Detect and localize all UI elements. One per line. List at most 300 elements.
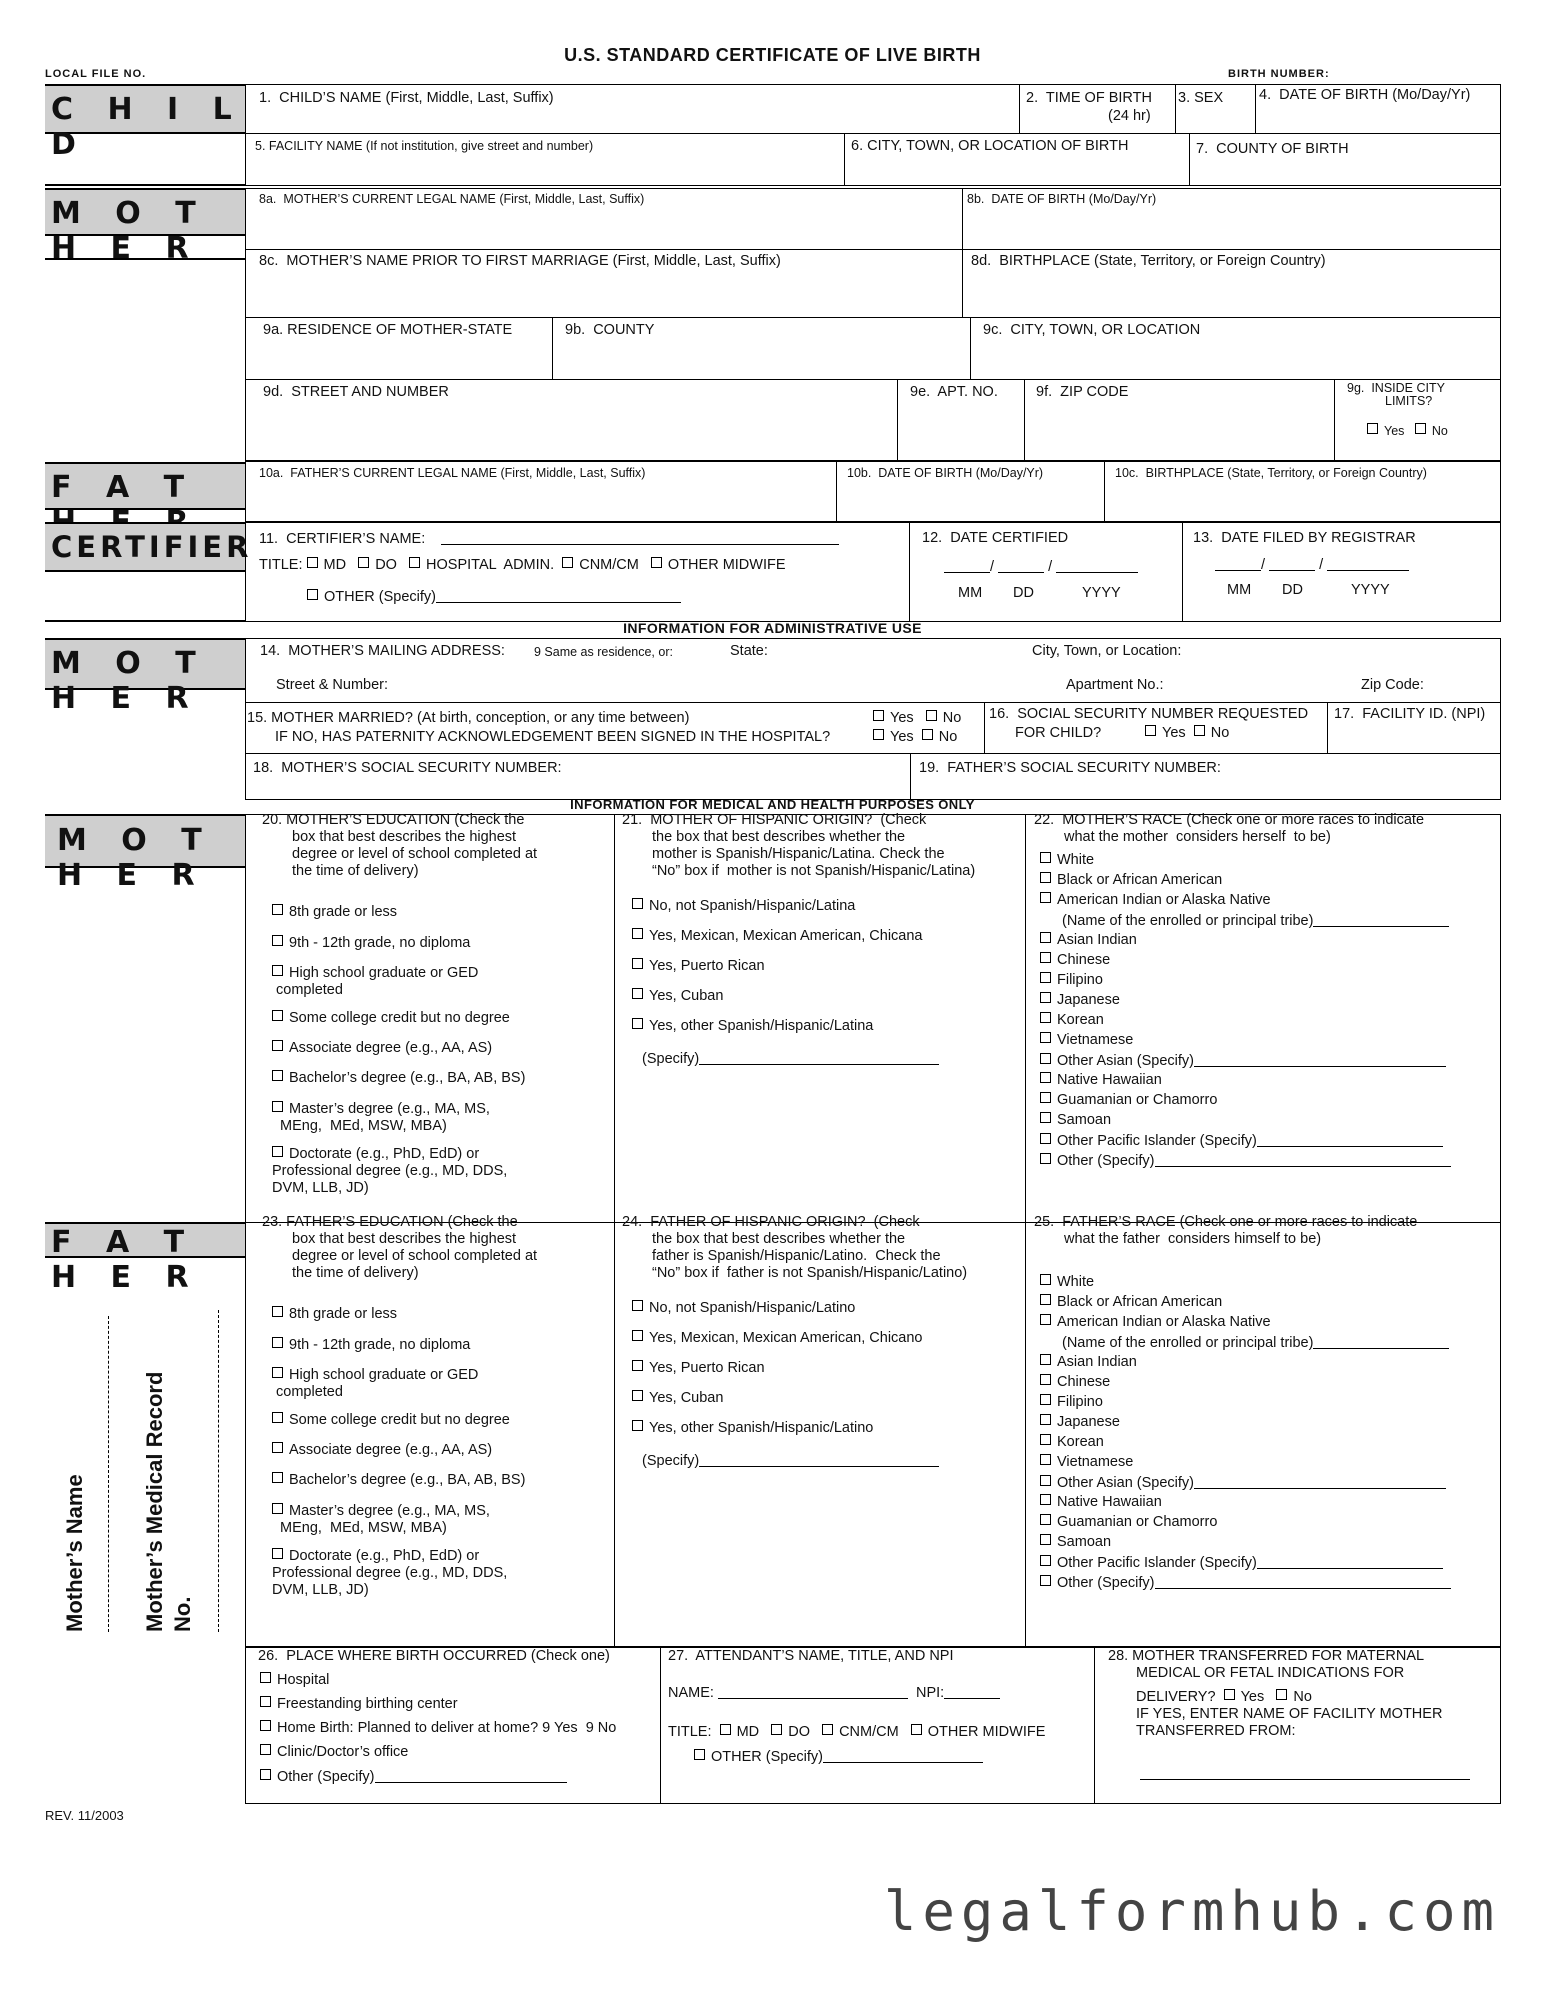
- father-race-option-4-checkbox[interactable]: [1040, 1374, 1051, 1385]
- transfer-label-2: MEDICAL OR FETAL INDICATIONS FOR: [1136, 1665, 1405, 1681]
- mother-edu-option-2-checkbox[interactable]: [272, 965, 283, 976]
- transfer-label-5: TRANSFERRED FROM:: [1136, 1723, 1296, 1739]
- attendant-midwife-checkbox[interactable]: [911, 1724, 922, 1735]
- paternity-options: [873, 729, 957, 746]
- mother-race-option-2: [1040, 892, 1271, 909]
- certifier-title-label: TITLE:: [259, 557, 303, 573]
- father-race-option-2-checkbox[interactable]: [1040, 1314, 1051, 1325]
- bottom-divider-1: [660, 1646, 661, 1804]
- section-mother-admin: [45, 638, 245, 716]
- mother-heading-1: the box that best describes whether the: [652, 829, 906, 845]
- yes-label: Yes: [890, 710, 914, 726]
- no-label: No: [1431, 424, 1448, 438]
- side-mothers-name-line[interactable]: [108, 1316, 109, 1632]
- md-label: MD: [736, 1724, 760, 1740]
- mother-race-option-13-checkbox[interactable]: [1040, 1133, 1051, 1144]
- mother-hispanic-specify: [642, 1050, 939, 1068]
- father-race-option-8: [1040, 1454, 1133, 1471]
- mother-race-specify-input-13[interactable]: [1257, 1132, 1443, 1147]
- section-father: [45, 462, 245, 510]
- mother-race-option-10-checkbox[interactable]: [1040, 1072, 1051, 1083]
- date-filed-dd-input[interactable]: [1269, 556, 1315, 571]
- sex-field[interactable]: [1176, 84, 1256, 134]
- mother-edu-option-5-label: Bachelor’s degree (e.g., BA, AB, BS): [289, 1070, 526, 1086]
- father-race-option-5: [1040, 1394, 1103, 1411]
- mother-race-option-0: [1040, 852, 1094, 869]
- mother-race-option-13-label: Other Pacific Islander (Specify): [1057, 1133, 1257, 1149]
- father-race-option-4-label: Chinese: [1057, 1374, 1111, 1390]
- place-hospital-checkbox[interactable]: [260, 1672, 271, 1683]
- section-mother-spacer: [45, 236, 245, 260]
- mother-race-option-5-checkbox[interactable]: [1040, 972, 1051, 983]
- married-no-checkbox[interactable]: [926, 710, 937, 721]
- place-other-checkbox[interactable]: [260, 1769, 271, 1780]
- mother-edu-option-1-checkbox[interactable]: [272, 935, 283, 946]
- time-of-birth-field[interactable]: [1020, 84, 1176, 134]
- mother-edu-option-4: [272, 1040, 492, 1057]
- mother-hispanic-option-1-checkbox[interactable]: [632, 928, 643, 939]
- mother-race-option-11-label: Guamanian or Chamorro: [1057, 1092, 1218, 1108]
- mother-heading-0: 21. MOTHER OF HISPANIC ORIGIN? (Check: [622, 812, 927, 828]
- mother-legal-name-field[interactable]: [245, 188, 963, 250]
- father-birthplace-label: 10c. BIRTHPLACE (State, Territory, or Foreign Country): [1115, 466, 1427, 480]
- transfer-no-checkbox[interactable]: [1276, 1689, 1287, 1700]
- father-race-option-9-checkbox[interactable]: [1040, 1475, 1051, 1486]
- paternity-yes-checkbox[interactable]: [873, 729, 884, 740]
- attendant-do-checkbox[interactable]: [771, 1724, 782, 1735]
- transfer-label-1: 28. MOTHER TRANSFERRED FOR MATERNAL: [1108, 1648, 1425, 1664]
- father-dob-field[interactable]: [837, 460, 1105, 522]
- father-edu-option-1-checkbox[interactable]: [272, 1337, 283, 1348]
- residence-street-field[interactable]: [245, 380, 898, 462]
- medical-banner: INFORMATION FOR MEDICAL AND HEALTH PURPOSES ONLY: [570, 797, 975, 812]
- father-race-option-11-label: Guamanian or Chamorro: [1057, 1514, 1218, 1530]
- father-hispanic-option-0-label: No, not Spanish/Hispanic/Latino: [649, 1300, 856, 1316]
- mother-hispanic-option-0-label: No, not Spanish/Hispanic/Latina: [649, 898, 856, 914]
- child-name-field[interactable]: [245, 84, 1020, 134]
- certifier-cnm-checkbox[interactable]: [562, 557, 573, 568]
- father-hispanic-option-2-checkbox[interactable]: [632, 1360, 643, 1371]
- no-label: No: [1293, 1689, 1312, 1705]
- mother-race-option-13: [1040, 1132, 1443, 1150]
- certifier-md-checkbox[interactable]: [307, 557, 318, 568]
- do-label: DO: [375, 557, 397, 573]
- mother-race-option-6: [1040, 992, 1120, 1009]
- child-dob-label: 4. DATE OF BIRTH (Mo/Day/Yr): [1259, 87, 1471, 103]
- father-hispanic-specify-input[interactable]: [699, 1452, 939, 1467]
- mother-edu-option-7-label: Doctorate (e.g., PhD, EdD) or Professional degree (e.g., MD, DDS, DVM, LLB, JD): [272, 1146, 508, 1196]
- certifier-hospital-admin-checkbox[interactable]: [409, 557, 420, 568]
- father-hispanic-option-1: [632, 1330, 922, 1347]
- father-heading-0: 25. FATHER’S RACE (Check one or more races to indicate: [1034, 1214, 1418, 1230]
- date-filed-yyyy-input[interactable]: [1327, 556, 1409, 571]
- date-filed-mm-input[interactable]: [1215, 556, 1261, 571]
- father-race-option-0: [1040, 1274, 1094, 1291]
- attendant-name-input[interactable]: [718, 1684, 908, 1699]
- certifier-name-input[interactable]: [441, 530, 839, 545]
- section-father-medical-label: F A T H E R: [51, 1225, 201, 1295]
- father-race-option-5-label: Filipino: [1057, 1394, 1103, 1410]
- father-race-option-0-label: White: [1057, 1274, 1095, 1290]
- side-medical-record-line[interactable]: [218, 1310, 219, 1632]
- certifier-do-checkbox[interactable]: [358, 557, 369, 568]
- father-race-option-3-checkbox[interactable]: [1040, 1354, 1051, 1365]
- certifier-name-label: [259, 530, 839, 548]
- yes-label: Yes: [1384, 424, 1405, 438]
- mother-race-option-0-label: White: [1057, 852, 1095, 868]
- father-race-option-10-checkbox[interactable]: [1040, 1494, 1051, 1505]
- date-certified-field[interactable]: [910, 522, 1183, 622]
- father-race-option-3: [1040, 1354, 1137, 1371]
- mother-edu-option-3-checkbox[interactable]: [272, 1010, 283, 1021]
- mother-race-option-4-checkbox[interactable]: [1040, 952, 1051, 963]
- city-limits-yes-checkbox[interactable]: [1367, 423, 1378, 434]
- father-race-specify-input-14[interactable]: [1155, 1574, 1451, 1589]
- mother-tribe-input[interactable]: [1313, 912, 1449, 927]
- certifier-other-input[interactable]: [436, 588, 681, 603]
- mother-edu-option-1-label: 9th - 12th grade, no diploma: [289, 935, 471, 951]
- father-race-option-0-checkbox[interactable]: [1040, 1274, 1051, 1285]
- side-medical-record-no: No.: [170, 1596, 195, 1632]
- mother-race-option-8-checkbox[interactable]: [1040, 1032, 1051, 1043]
- father-edu-option-3-checkbox[interactable]: [272, 1412, 283, 1423]
- date-certified-mm-input[interactable]: [944, 558, 990, 573]
- section-father-medical: [45, 1222, 245, 1295]
- mother-hispanic-specify-label: (Specify): [642, 1051, 700, 1067]
- attendant-npi-text: NPI:: [916, 1685, 945, 1701]
- father-hispanic-option-4: [632, 1420, 873, 1437]
- mother-edu-option-6-label: Master’s degree (e.g., MA, MS, MEng, MEd, MSW, MBA): [280, 1101, 490, 1134]
- certifier-midwife-checkbox[interactable]: [651, 557, 662, 568]
- married-yes-checkbox[interactable]: [873, 710, 884, 721]
- father-tribe-label: (Name of the enrolled or principal tribe): [1062, 1335, 1314, 1351]
- father-hispanic-option-2-label: Yes, Puerto Rican: [649, 1360, 765, 1376]
- date-filed-field[interactable]: [1183, 522, 1501, 622]
- father-race-option-12: [1040, 1534, 1111, 1551]
- father-race-option-14: [1040, 1574, 1451, 1592]
- mother-edu-option-4-checkbox[interactable]: [272, 1040, 283, 1051]
- father-edu-option-7: [272, 1548, 507, 1599]
- father-race-option-1-checkbox[interactable]: [1040, 1294, 1051, 1305]
- attendant-label: 27. ATTENDANT’S NAME, TITLE, AND NPI: [668, 1648, 954, 1664]
- mother-hispanic-option-2-checkbox[interactable]: [632, 958, 643, 969]
- attendant-npi-input[interactable]: [944, 1684, 1000, 1699]
- mother-race-option-4: [1040, 952, 1110, 969]
- father-race-option-4: [1040, 1374, 1110, 1391]
- date-certified-dd: DD: [1013, 585, 1034, 601]
- section-child-label: C H I L D: [51, 92, 244, 162]
- mother-edu-option-6-checkbox[interactable]: [272, 1101, 283, 1112]
- mother-race-option-3-checkbox[interactable]: [1040, 932, 1051, 943]
- md-label: MD: [323, 557, 347, 573]
- place-other-input[interactable]: [375, 1768, 567, 1783]
- father-edu-option-0-label: 8th grade or less: [289, 1306, 398, 1322]
- father-edu-option-0-checkbox[interactable]: [272, 1306, 283, 1317]
- mother-race-option-12-label: Samoan: [1057, 1112, 1112, 1128]
- midwife-label: OTHER MIDWIFE: [927, 1724, 1046, 1740]
- inside-city-limits-options: [1367, 423, 1448, 440]
- mother-hispanic-option-4-label: Yes, other Spanish/Hispanic/Latina: [649, 1018, 874, 1034]
- father-race-option-12-checkbox[interactable]: [1040, 1534, 1051, 1545]
- father-edu-option-0: [272, 1306, 397, 1323]
- father-race-option-10: [1040, 1494, 1162, 1511]
- mother-race-option-2-label: American Indian or Alaska Native: [1057, 892, 1271, 908]
- residence-zip-label: 9f. ZIP CODE: [1036, 384, 1129, 400]
- mother-race-option-8: [1040, 1032, 1133, 1049]
- mother-tribe-row: [1062, 912, 1449, 930]
- mother-birthplace-field[interactable]: [963, 250, 1501, 318]
- residence-city-field[interactable]: [971, 318, 1501, 380]
- father-race-option-11-checkbox[interactable]: [1040, 1514, 1051, 1525]
- mother-heading-2: mother is Spanish/Hispanic/Latina. Check the: [652, 846, 945, 862]
- mother-race-option-14: [1040, 1152, 1451, 1170]
- section-mother: [45, 188, 245, 266]
- father-race-option-7: [1040, 1434, 1104, 1451]
- medical-divider-1: [614, 814, 615, 1648]
- birth-city-label: 6. CITY, TOWN, OR LOCATION OF BIRTH: [851, 138, 1129, 154]
- ssn-yes-checkbox[interactable]: [1145, 725, 1156, 736]
- attendant-other-input[interactable]: [823, 1748, 983, 1763]
- father-ssn-label: 19. FATHER’S SOCIAL SECURITY NUMBER:: [919, 760, 1221, 776]
- watermark: legalformhub.com: [883, 1880, 1500, 1943]
- father-edu-option-1-label: 9th - 12th grade, no diploma: [289, 1337, 471, 1353]
- father-race-option-13-label: Other Pacific Islander (Specify): [1057, 1555, 1257, 1571]
- mother-race-option-0-checkbox[interactable]: [1040, 852, 1051, 863]
- mother-married-label: 15. MOTHER MARRIED? (At birth, conception, or any time between): [247, 710, 690, 726]
- mother-race-option-7-checkbox[interactable]: [1040, 1012, 1051, 1023]
- mother-edu-option-0-label: 8th grade or less: [289, 904, 398, 920]
- mother-heading-0: 22. MOTHER’S RACE (Check one or more races to indicate: [1034, 812, 1425, 828]
- attendant-cnm-checkbox[interactable]: [822, 1724, 833, 1735]
- mother-edu-option-5: [272, 1070, 525, 1087]
- father-race-option-8-label: Vietnamese: [1057, 1454, 1134, 1470]
- residence-state-field[interactable]: [245, 318, 553, 380]
- residence-zip-field[interactable]: [1025, 380, 1335, 462]
- mailing-address-label: 14. MOTHER’S MAILING ADDRESS:: [260, 643, 505, 659]
- section-mother-medical: [45, 814, 245, 893]
- mother-race-option-5-label: Filipino: [1057, 972, 1103, 988]
- father-heading-2: degree or level of school completed at: [292, 1248, 538, 1264]
- mother-edu-option-2-label: High school graduate or GED completed: [276, 965, 479, 998]
- transfer-facility-input[interactable]: [1140, 1765, 1470, 1780]
- transfer-delivery-row: [1136, 1689, 1312, 1706]
- father-race-specify-input-9[interactable]: [1194, 1474, 1446, 1489]
- facility-name-field[interactable]: [245, 134, 845, 186]
- father-race-option-6-checkbox[interactable]: [1040, 1414, 1051, 1425]
- section-certifier-spacer: [45, 572, 245, 622]
- father-hispanic-specify-label: (Specify): [642, 1453, 700, 1469]
- date-filed-dd: DD: [1282, 582, 1303, 598]
- residence-apt-field[interactable]: [898, 380, 1025, 462]
- father-race-specify-input-13[interactable]: [1257, 1554, 1443, 1569]
- mother-race-specify-input-9[interactable]: [1194, 1052, 1446, 1067]
- father-edu-option-4: [272, 1442, 492, 1459]
- place-clinic-checkbox[interactable]: [260, 1744, 271, 1755]
- father-heading-1: the box that best describes whether the: [652, 1231, 906, 1247]
- facility-npi-field[interactable]: [1328, 702, 1501, 754]
- date-certified-dd-input[interactable]: [998, 558, 1044, 573]
- father-race-option-2-label: American Indian or Alaska Native: [1057, 1314, 1271, 1330]
- date-certified-yyyy: YYYY: [1082, 585, 1121, 601]
- birth-county-field[interactable]: [1190, 134, 1501, 186]
- hospital-admin-label: HOSPITAL ADMIN.: [426, 557, 555, 573]
- place-birthing-center-checkbox[interactable]: [260, 1696, 271, 1707]
- father-heading-3: “No” box if father is not Spanish/Hispanic/Latino): [652, 1265, 968, 1281]
- father-race-option-5-checkbox[interactable]: [1040, 1394, 1051, 1405]
- mother-edu-option-5-checkbox[interactable]: [272, 1070, 283, 1081]
- father-hispanic-option-3-checkbox[interactable]: [632, 1390, 643, 1401]
- attendant-md-checkbox[interactable]: [720, 1724, 731, 1735]
- certifier-name-field[interactable]: [245, 522, 910, 622]
- mother-edu-option-0-checkbox[interactable]: [272, 904, 283, 915]
- certifier-title-row: [259, 557, 786, 574]
- father-tribe-input[interactable]: [1313, 1334, 1449, 1349]
- father-edu-option-4-checkbox[interactable]: [272, 1442, 283, 1453]
- mailing-address-box[interactable]: [245, 638, 1501, 702]
- father-edu-option-7-label: Doctorate (e.g., PhD, EdD) or Professional degree (e.g., MD, DDS, DVM, LLB, JD): [272, 1548, 508, 1598]
- mother-race-option-7: [1040, 1012, 1104, 1029]
- father-birthplace-field[interactable]: [1105, 460, 1501, 522]
- ssn-request-options: [1145, 725, 1229, 742]
- city-limits-no-checkbox[interactable]: [1415, 423, 1426, 434]
- mother-race-option-9: [1040, 1052, 1446, 1070]
- attendant-title-text: TITLE:: [668, 1724, 712, 1740]
- mother-race-option-11: [1040, 1092, 1217, 1109]
- admin-banner: INFORMATION FOR ADMINISTRATIVE USE: [623, 620, 922, 636]
- mother-race-specify-input-14[interactable]: [1155, 1152, 1451, 1167]
- residence-county-field[interactable]: [553, 318, 971, 380]
- father-hispanic-specify: [642, 1452, 939, 1470]
- father-ssn-field[interactable]: [911, 754, 1501, 800]
- residence-city-label: 9c. CITY, TOWN, OR LOCATION: [983, 322, 1201, 338]
- transfer-label-4: IF YES, ENTER NAME OF FACILITY MOTHER: [1136, 1706, 1443, 1722]
- mother-hispanic-option-4-checkbox[interactable]: [632, 1018, 643, 1029]
- father-hispanic-option-1-checkbox[interactable]: [632, 1330, 643, 1341]
- mother-race-option-12-checkbox[interactable]: [1040, 1112, 1051, 1123]
- father-race-option-7-label: Korean: [1057, 1434, 1104, 1450]
- father-race-option-9-label: Other Asian (Specify): [1057, 1475, 1194, 1491]
- inside-city-limits-label2: LIMITS?: [1385, 394, 1433, 408]
- mother-race-option-14-checkbox[interactable]: [1040, 1153, 1051, 1164]
- attendant-other-checkbox[interactable]: [694, 1749, 705, 1760]
- paternity-no-checkbox[interactable]: [922, 729, 933, 740]
- father-race-option-14-checkbox[interactable]: [1040, 1575, 1051, 1586]
- certifier-other-checkbox[interactable]: [307, 589, 318, 600]
- date-certified-yyyy-input[interactable]: [1056, 558, 1138, 573]
- section-child-spacer: [45, 134, 245, 186]
- father-hispanic-option-4-checkbox[interactable]: [632, 1420, 643, 1431]
- birth-city-field[interactable]: [845, 134, 1190, 186]
- mother-race-option-9-label: Other Asian (Specify): [1057, 1053, 1194, 1069]
- mother-edu-option-7-checkbox[interactable]: [272, 1146, 283, 1157]
- cnm-label: CNM/CM: [579, 557, 639, 573]
- date-certified-slots: / /: [944, 558, 1138, 576]
- mother-hispanic-option-0-checkbox[interactable]: [632, 898, 643, 909]
- father-heading-3: the time of delivery): [292, 1265, 419, 1281]
- father-heading-1: box that best describes the highest: [292, 1231, 517, 1247]
- mother-race-option-9-checkbox[interactable]: [1040, 1053, 1051, 1064]
- father-hispanic-option-2: [632, 1360, 765, 1377]
- mother-hispanic-option-2-label: Yes, Puerto Rican: [649, 958, 765, 974]
- inside-city-limits-field: [1335, 380, 1501, 462]
- father-edu-option-6-checkbox[interactable]: [272, 1503, 283, 1514]
- father-race-option-13: [1040, 1554, 1443, 1572]
- mother-hispanic-specify-input[interactable]: [699, 1050, 939, 1065]
- father-race-option-12-label: Samoan: [1057, 1534, 1112, 1550]
- father-race-option-3-label: Asian Indian: [1057, 1354, 1137, 1370]
- father-legal-name-field[interactable]: [245, 460, 837, 522]
- date-filed-mm: MM: [1227, 582, 1252, 598]
- mother-married-field: [245, 702, 985, 754]
- mother-maiden-name-field[interactable]: [245, 250, 963, 318]
- father-race-option-2: [1040, 1314, 1271, 1331]
- place-home-birth-checkbox[interactable]: [260, 1720, 271, 1731]
- residence-state-label: 9a. RESIDENCE OF MOTHER-STATE: [263, 322, 513, 338]
- mother-hispanic-option-3-checkbox[interactable]: [632, 988, 643, 999]
- side-medical-record: Mother’s Medical Record: [142, 1371, 167, 1632]
- mailing-city-label: City, Town, or Location:: [1032, 643, 1182, 659]
- ssn-no-checkbox[interactable]: [1194, 725, 1205, 736]
- father-edu-option-7-checkbox[interactable]: [272, 1548, 283, 1559]
- mother-edu-option-0: [272, 904, 397, 921]
- mother-heading-1: what the mother considers herself to be): [1064, 829, 1331, 845]
- father-edu-option-5-checkbox[interactable]: [272, 1472, 283, 1483]
- father-race-option-13-checkbox[interactable]: [1040, 1555, 1051, 1566]
- date-filed-slots: / /: [1215, 556, 1409, 574]
- residence-county-label: 9b. COUNTY: [565, 322, 655, 338]
- father-race-option-8-checkbox[interactable]: [1040, 1454, 1051, 1465]
- child-dob-field[interactable]: [1256, 84, 1501, 134]
- father-edu-option-3-label: Some college credit but no degree: [289, 1412, 510, 1428]
- father-edu-option-5: [272, 1472, 525, 1489]
- father-race-option-1-label: Black or African American: [1057, 1294, 1223, 1310]
- father-race-option-7-checkbox[interactable]: [1040, 1434, 1051, 1445]
- mother-race-option-4-label: Chinese: [1057, 952, 1111, 968]
- mother-ssn-field[interactable]: [245, 754, 911, 800]
- mother-race-option-5: [1040, 972, 1103, 989]
- mother-race-option-1-checkbox[interactable]: [1040, 872, 1051, 883]
- mother-race-option-11-checkbox[interactable]: [1040, 1092, 1051, 1103]
- no-label: No: [938, 729, 958, 745]
- mother-race-option-1: [1040, 872, 1222, 889]
- mailing-same-label: 9 Same as residence, or:: [534, 645, 673, 659]
- mother-edu-option-2: [272, 965, 478, 999]
- father-race-option-10-label: Native Hawaiian: [1057, 1494, 1162, 1510]
- mother-dob-field[interactable]: [963, 188, 1501, 250]
- time-of-birth-unit: (24 hr): [1108, 108, 1151, 124]
- ssn-request-label2: FOR CHILD?: [1015, 725, 1102, 741]
- no-label: No: [1210, 725, 1230, 741]
- married-options: [873, 710, 961, 727]
- section-father-spacer: [45, 510, 245, 522]
- mother-race-option-6-checkbox[interactable]: [1040, 992, 1051, 1003]
- yes-label: Yes: [890, 729, 914, 745]
- mother-dob-label: 8b. DATE OF BIRTH (Mo/Day/Yr): [967, 192, 1157, 206]
- father-hispanic-option-0-checkbox[interactable]: [632, 1300, 643, 1311]
- father-race-option-6-label: Japanese: [1057, 1414, 1120, 1430]
- mother-race-option-2-checkbox[interactable]: [1040, 892, 1051, 903]
- residence-apt-label: 9e. APT. NO.: [910, 384, 998, 400]
- father-edu-option-2-checkbox[interactable]: [272, 1367, 283, 1378]
- other-specify-label: OTHER (Specify): [324, 589, 436, 605]
- other-specify-label: Other (Specify): [277, 1769, 375, 1785]
- mother-tribe-label: (Name of the enrolled or principal tribe): [1062, 913, 1314, 929]
- certifier-other-row: [307, 588, 681, 606]
- father-race-option-6: [1040, 1414, 1120, 1431]
- transfer-yes-checkbox[interactable]: [1224, 1689, 1235, 1700]
- mother-heading-2: degree or level of school completed at: [292, 846, 538, 862]
- mailing-street-label: Street & Number:: [276, 677, 389, 693]
